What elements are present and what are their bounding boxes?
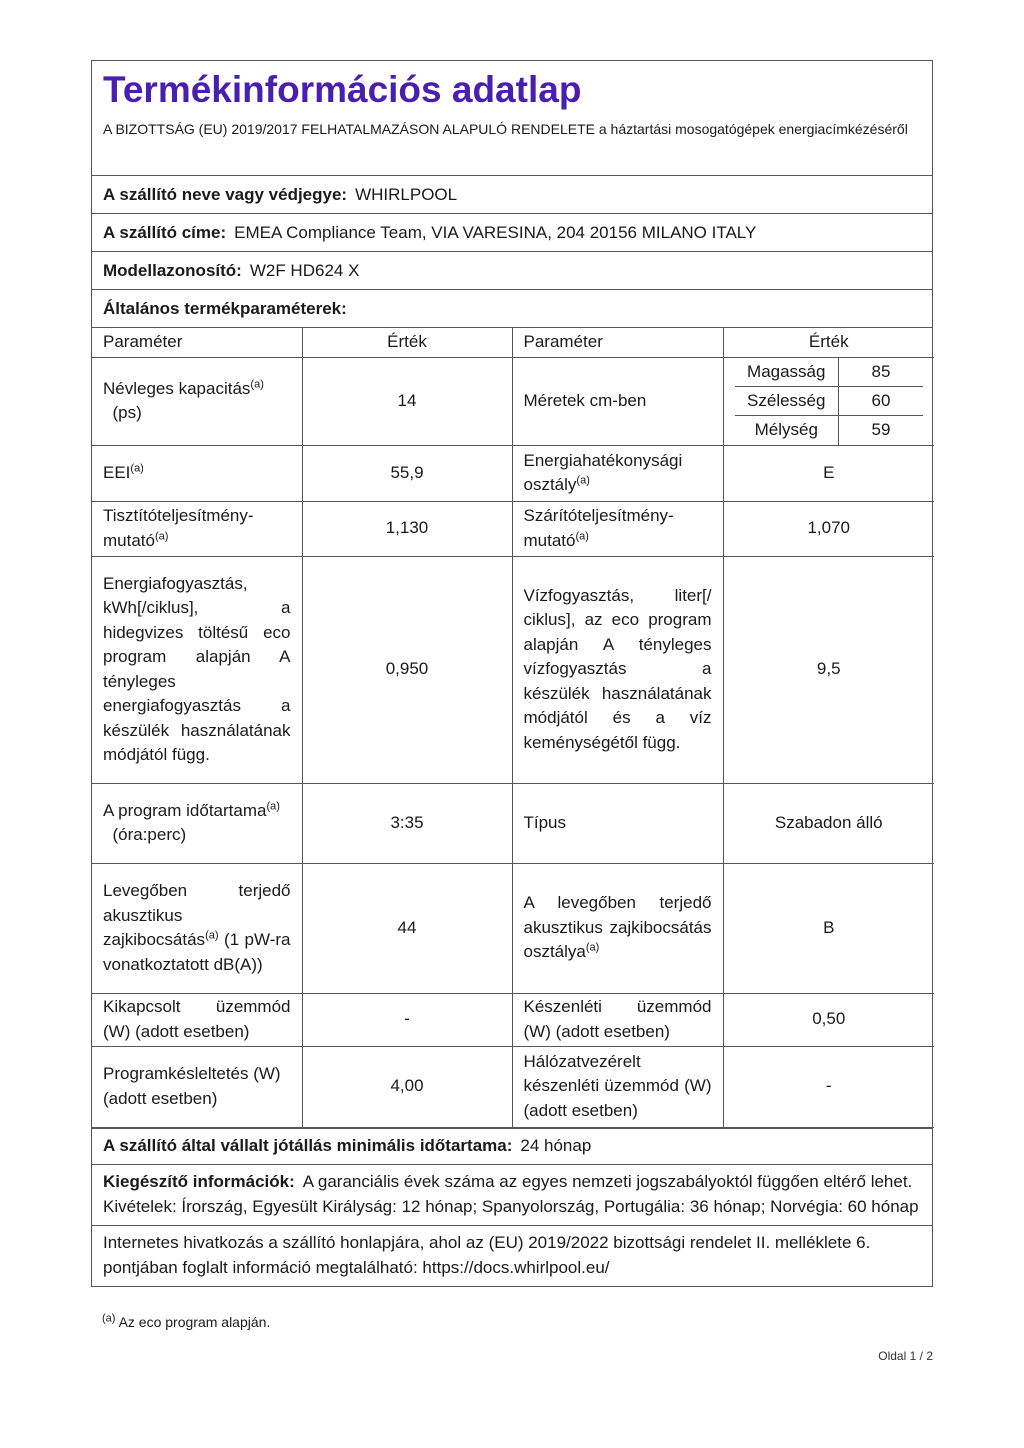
off-mode-value: - — [302, 993, 512, 1046]
table-header-row — [92, 328, 934, 357]
footnote-marker: (a) — [205, 929, 219, 942]
energy-consumption-value: 0,950 — [302, 556, 512, 783]
footnote-marker: (a) — [250, 377, 264, 390]
networked-standby-label: Hálózatvezérelt készenléti üzemmód (W) (adott esetben) — [512, 1046, 723, 1127]
table-row — [92, 357, 934, 445]
parameters-table-wrapper — [92, 328, 932, 1129]
duration-label: A program időtartama — [103, 800, 267, 820]
delay-start-value: 4,00 — [302, 1046, 512, 1127]
product-information-sheet — [91, 60, 933, 1287]
capacity-label-cell — [92, 357, 302, 445]
noise-unit: (1 pW-ra vonatkoztatott dB(A)) — [103, 930, 291, 974]
capacity-unit: (ps) — [112, 403, 142, 422]
off-mode-label: Kikapcsolt üzemmód (W) (adott esetben) — [92, 993, 302, 1046]
eei-value: 55,9 — [302, 445, 512, 501]
eei-label: EEI — [103, 462, 131, 482]
table-row — [92, 783, 934, 863]
standby-label: Készenléti üzemmód (W) (adott esetben) — [512, 993, 723, 1046]
delay-start-label: Programkésleltetés (W) (adott esetben) — [92, 1046, 302, 1127]
footnote-marker: (a) — [266, 799, 280, 812]
warranty-value: 24 hónap — [520, 1136, 592, 1155]
page-number — [878, 1349, 933, 1363]
column-header-value: Érték — [302, 328, 512, 357]
drying-label: Szárítóteljesítmény-mutató — [523, 506, 674, 550]
column-header-value: Érték — [723, 328, 934, 357]
depth-label: Mélység — [735, 416, 839, 445]
supplier-name-label: A szállító neve vagy védjegye: — [103, 184, 348, 204]
energy-consumption-label: Energiafogyasztás, kWh[/ciklus], a hidegvizes töltésű eco program alapján A tényleges energiafogyasztás a készülék használatának módjától függ. — [92, 556, 302, 783]
supplier-address-row — [92, 214, 932, 252]
page-separator: / — [919, 1349, 923, 1363]
noise-class-label-cell — [512, 863, 723, 993]
noise-label-cell — [92, 863, 302, 993]
duration-unit: (óra:perc) — [112, 825, 187, 844]
warranty-label: A szállító által vállalt jótállás minimális időtartama: — [103, 1136, 513, 1155]
dimensions-cell — [723, 357, 934, 445]
dimensions-label: Méretek cm-ben — [512, 357, 723, 445]
networked-standby-value: - — [723, 1046, 934, 1127]
warranty-row — [92, 1129, 932, 1165]
depth-value: 59 — [871, 420, 891, 439]
page-total: 2 — [926, 1349, 933, 1363]
standby-value: 0,50 — [723, 993, 934, 1046]
table-row — [92, 1046, 934, 1127]
water-consumption-label: Vízfogyasztás, liter[/ ciklus], az eco program alapján A tényleges vízfogyasztás a készülék használatának módjától és a víz keménységétől függ. — [512, 556, 723, 783]
dimensions-table — [735, 358, 924, 445]
duration-label-cell — [92, 783, 302, 863]
cleaning-label-cell — [92, 501, 302, 556]
footnote-marker: (a) — [585, 941, 600, 954]
additional-info-text: A garanciális évek száma az egyes nemzeti jogszabályoktól függően eltérő lehet. Kivételek: Írország, Egyesült Királyság: 12 hónap; Spanyolország, Portugália: 36 hónap; Norvégia: 60 hónap — [103, 1171, 919, 1216]
energy-class-label: Energiahatékonysági osztály — [523, 450, 683, 494]
footnote-marker: (a) — [575, 529, 589, 542]
height-label: Magasság — [735, 358, 839, 387]
capacity-value: 14 — [302, 357, 512, 445]
height-value: 85 — [839, 358, 924, 387]
table-row — [92, 993, 934, 1046]
footnote-marker: (a) — [576, 474, 590, 487]
additional-info-row — [92, 1165, 932, 1226]
supplier-name-value: WHIRLPOOL — [355, 184, 458, 204]
footnote-marker: (a) — [154, 529, 169, 542]
supplier-address-label: A szállító címe: — [103, 222, 227, 242]
energy-class-value: E — [723, 445, 934, 501]
duration-value: 3:35 — [302, 783, 512, 863]
title-block — [92, 61, 932, 176]
table-row — [92, 501, 934, 556]
page-label: Oldal — [878, 1349, 907, 1363]
model-value: W2F HD624 X — [249, 260, 360, 280]
eei-label-cell — [92, 445, 302, 501]
noise-class-label: A levegőben terjedő akusztikus zajkibocsátás osztálya — [523, 893, 712, 962]
column-header-parameter: Paraméter — [512, 328, 723, 357]
internet-link-text: Internetes hivatkozás a szállító honlapjára, ahol az (EU) 2019/2022 bizottsági rendelet II. melléklete 6. pontjában foglalt információ megtalálható: https://docs.whirlpool.eu/ — [103, 1232, 871, 1277]
additional-info-label: Kiegészítő információk: — [103, 1171, 295, 1191]
energy-class-label-cell — [512, 445, 723, 501]
model-row — [92, 252, 932, 290]
footnote-marker: (a) — [130, 462, 144, 475]
regulation-subtitle: A BIZOTTSÁG (EU) 2019/2017 FELHATALMAZÁSON ALAPULÓ RENDELETE a háztartási mosogatógépek energiacímkézéséről — [103, 121, 908, 137]
page-current: 1 — [909, 1349, 917, 1363]
table-row — [92, 863, 934, 993]
supplier-address-value: EMEA Compliance Team, VIA VARESINA, 204 20156 MILANO ITALY — [234, 222, 757, 242]
table-row — [92, 445, 934, 501]
drying-value: 1,070 — [723, 501, 934, 556]
internet-link-row — [92, 1226, 932, 1286]
type-value: Szabadon álló — [723, 783, 934, 863]
noise-class-value: B — [723, 863, 934, 993]
general-parameters-heading-row — [92, 290, 932, 328]
table-row — [92, 556, 934, 783]
footnote-text: Az eco program alapján. — [118, 1314, 271, 1330]
width-label: Szélesség — [735, 387, 839, 416]
type-label: Típus — [512, 783, 723, 863]
footnote-marker: (a) — [102, 1312, 116, 1325]
supplier-name-row — [92, 176, 932, 214]
column-header-parameter: Paraméter — [92, 328, 302, 357]
cleaning-value: 1,130 — [302, 501, 512, 556]
parameters-table — [92, 328, 934, 1128]
general-parameters-heading: Általános termékparaméterek: — [103, 298, 347, 318]
width-value: 60 — [839, 387, 924, 416]
drying-label-cell — [512, 501, 723, 556]
model-label: Modellazonosító: — [103, 260, 242, 280]
capacity-label: Névleges kapacitás — [103, 378, 251, 398]
footnote — [102, 1314, 270, 1330]
noise-label: Levegőben terjedő akusztikus zajkibocsátás — [103, 881, 291, 949]
water-consumption-value: 9,5 — [723, 556, 934, 783]
cleaning-label: Tisztítóteljesítmény-mutató — [103, 506, 254, 550]
page-title: Termékinformációs adatlap — [103, 69, 582, 110]
noise-value: 44 — [302, 863, 512, 993]
